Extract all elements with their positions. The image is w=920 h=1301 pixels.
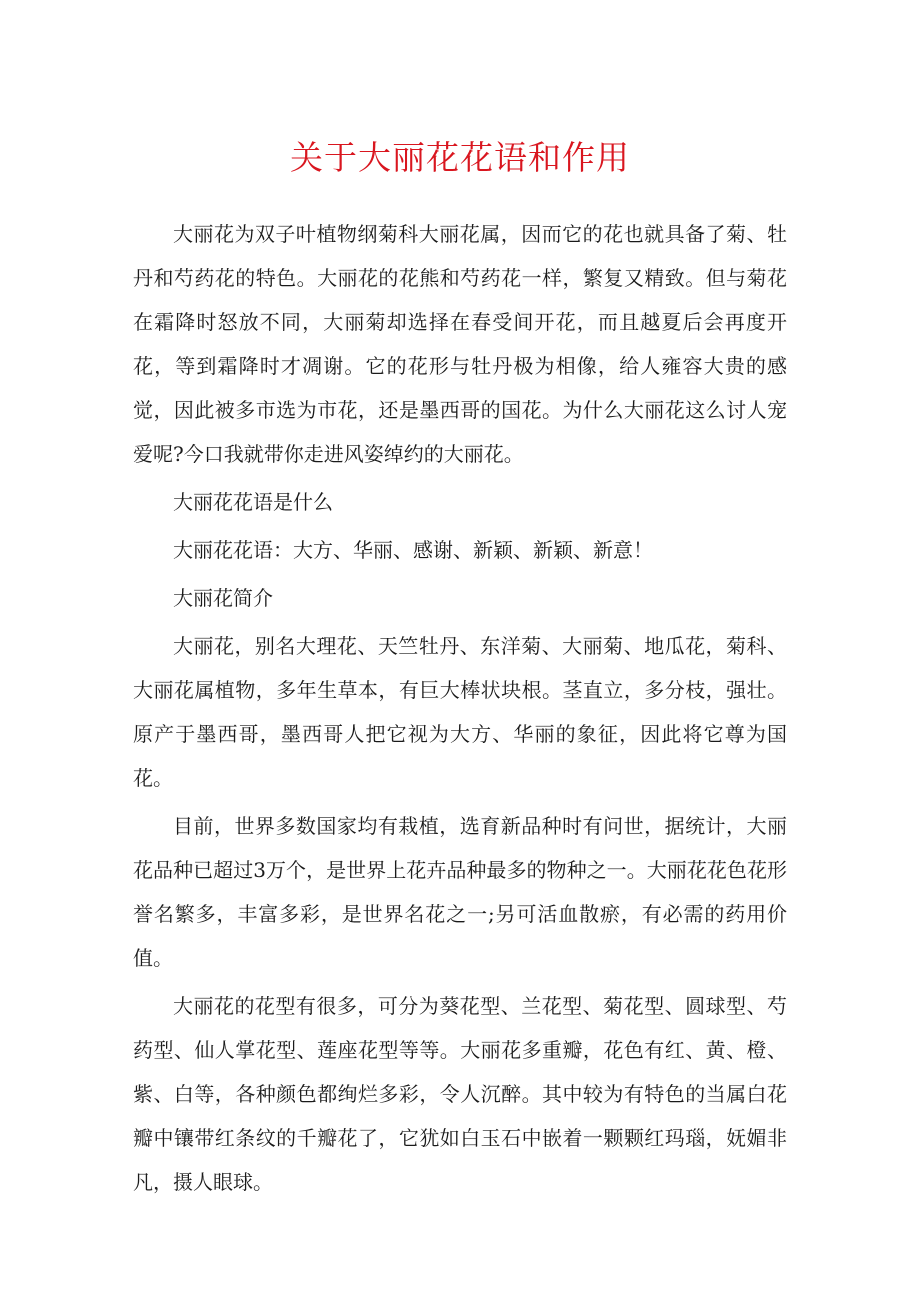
heading-introduction: 大丽花简介 [173, 586, 273, 610]
heading-flower-language: 大丽花花语是什么 [173, 490, 333, 514]
document-title: 关于大丽花花语和作用 [290, 138, 630, 177]
paragraph-description: 大丽花，别名大理花、天竺牡丹、东洋菊、大丽菊、地瓜花，菊科、大丽花属植物，多年生草本，有巨大棒状块根。茎直立，多分枝，强壮。原产于墨西哥，墨西哥人把它视为大方、华丽的象征，因此将它尊为国花。 [133, 634, 787, 790]
paragraph-intro: 大丽花为双子叶植物纲菊科大丽花属，因而它的花也就具备了菊、牡丹和芍药花的特色。大丽花的花熊和芍药花一样，繁复又精致。但与菊花在霜降时怒放不同，大丽菊却选择在春受间开花，而且越夏后会再度开花，等到霜降时才凋谢。它的花形与牡丹极为相像，给人雍容大贵的感觉，因此被多市选为市花，还是墨西哥的国花。为什么大丽花这么讨人宠爱呢?今口我就带你走进风姿绰约的大丽花。 [133, 222, 787, 466]
paragraph-flower-types: 大丽花的花型有很多，可分为葵花型、兰花型、菊花型、圆球型、芍药型、仙人掌花型、莲座花型等等。大丽花多重瓣，花色有红、黄、橙、紫、白等，各种颜色都绚烂多彩，令人沉醉。其中较为有特色的当属白花瓣中镶带红条纹的千瓣花了，它犹如白玉石中嵌着一颗颗红玛瑙，妩媚非凡，摄人眼球。 [133, 994, 787, 1194]
document-body [133, 212, 787, 1208]
flower-language-line: 大丽花花语：大方、华丽、感谢、新颖、新颖、新意！ [173, 538, 653, 562]
paragraph-varieties: 目前，世界多数国家均有栽植，选育新品种时有问世，据统计，大丽花品种已超过3万个，是世界上花卉品种最多的物种之一。大丽花花色花形誉名繁多，丰富多彩，是世界名花之一;另可活血散瘀，有必需的药用价值。 [133, 814, 787, 970]
